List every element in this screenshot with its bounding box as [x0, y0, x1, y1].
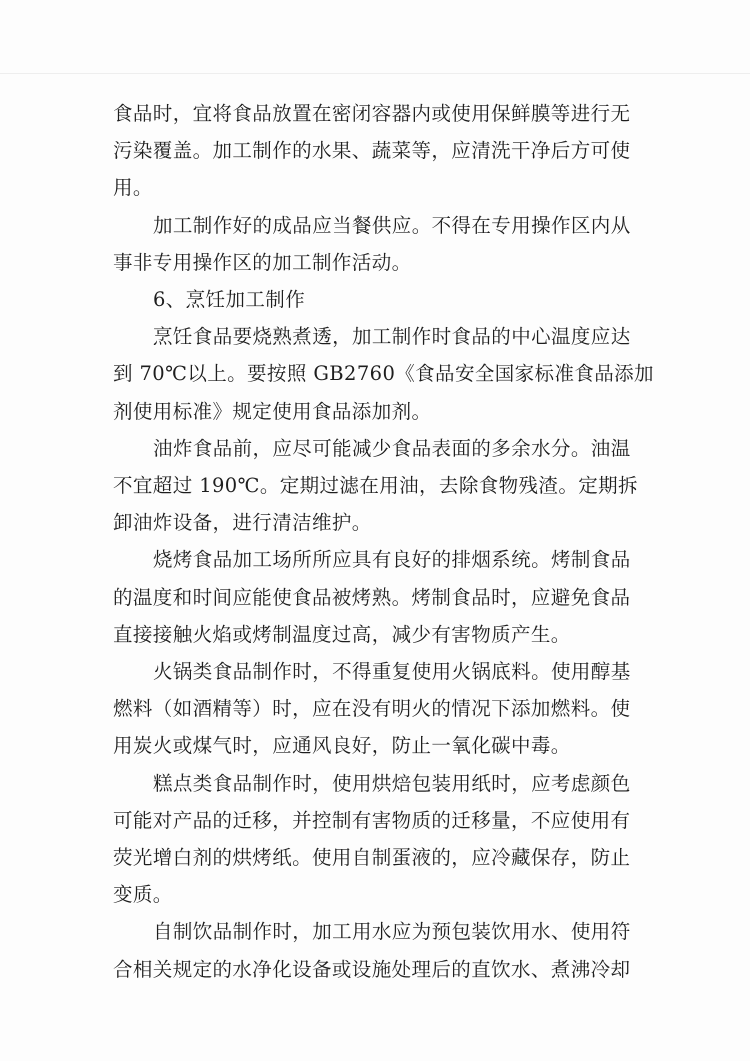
text-line: 剂使用标准》规定使用食品添加剂。 — [113, 399, 432, 423]
paragraph-p9 — [113, 913, 638, 987]
paragraph-p7 — [113, 653, 638, 765]
text-line: 的温度和时间应能使食品被烤熟。烤制食品时，应避免食品 — [113, 585, 631, 609]
scan-artifact-line — [0, 73, 750, 74]
text-line: 不宜超过 190℃。定期过滤在用油，去除食物残渣。定期拆 — [113, 474, 638, 498]
text-line: 油炸食品前，应尽可能减少食品表面的多余水分。油温 — [153, 436, 631, 460]
text-line: 卸油炸设备，进行清洁维护。 — [113, 511, 372, 535]
document-body — [113, 95, 654, 988]
text-line: 糕点类食品制作时，使用烘焙包装用纸时，应考虑颜色 — [153, 771, 631, 795]
paragraph-p3 — [113, 281, 638, 318]
text-line: 合相关规定的水净化设备或设施处理后的直饮水、煮沸冷却 — [113, 957, 631, 981]
text-line: 污染覆盖。加工制作的水果、蔬菜等，应清洗干净后方可使 — [113, 139, 631, 163]
text-line: 荧光增白剂的烘烤纸。使用自制蛋液的，应冷藏保存，防止 — [113, 846, 631, 870]
text-line: 用炭火或煤气时，应通风良好，防止一氧化碳中毒。 — [113, 734, 571, 758]
text-line: 自制饮品制作时，加工用水应为预包装饮用水、使用符 — [153, 920, 631, 944]
text-line: 事非专用操作区的加工制作活动。 — [113, 250, 412, 274]
text-line: 用。 — [113, 176, 153, 200]
text-line: 加工制作好的成品应当餐供应。不得在专用操作区内从 — [153, 213, 631, 237]
text-line: 烹饪食品要烧熟煮透，加工制作时食品的中心温度应达 — [153, 325, 631, 349]
text-line: 可能对产品的迁移，并控制有害物质的迁移量，不应使用有 — [113, 808, 631, 832]
paragraph-p4 — [113, 318, 654, 430]
text-line: 火锅类食品制作时，不得重复使用火锅底料。使用醇基 — [153, 660, 631, 684]
paragraph-p1 — [113, 95, 638, 207]
text-line: 6、烹饪加工制作 — [153, 288, 306, 312]
paragraph-p2 — [113, 207, 638, 281]
text-line: 食品时，宜将食品放置在密闭容器内或使用保鲜膜等进行无 — [113, 102, 631, 125]
text-line: 燃料（如酒精等）时，应在没有明火的情况下添加燃料。使 — [113, 697, 631, 721]
text-line: 变质。 — [113, 883, 173, 907]
paragraph-p5 — [113, 430, 638, 542]
text-line: 直接接触火焰或烤制温度过高，减少有害物质产生。 — [113, 622, 571, 646]
paragraph-p6 — [113, 541, 638, 653]
paragraph-p8 — [113, 765, 638, 914]
text-line: 烧烤食品加工场所所应具有良好的排烟系统。烤制食品 — [153, 548, 631, 572]
text-line: 到 70℃以上。要按照 GB2760《食品安全国家标准食品添加 — [113, 362, 654, 386]
